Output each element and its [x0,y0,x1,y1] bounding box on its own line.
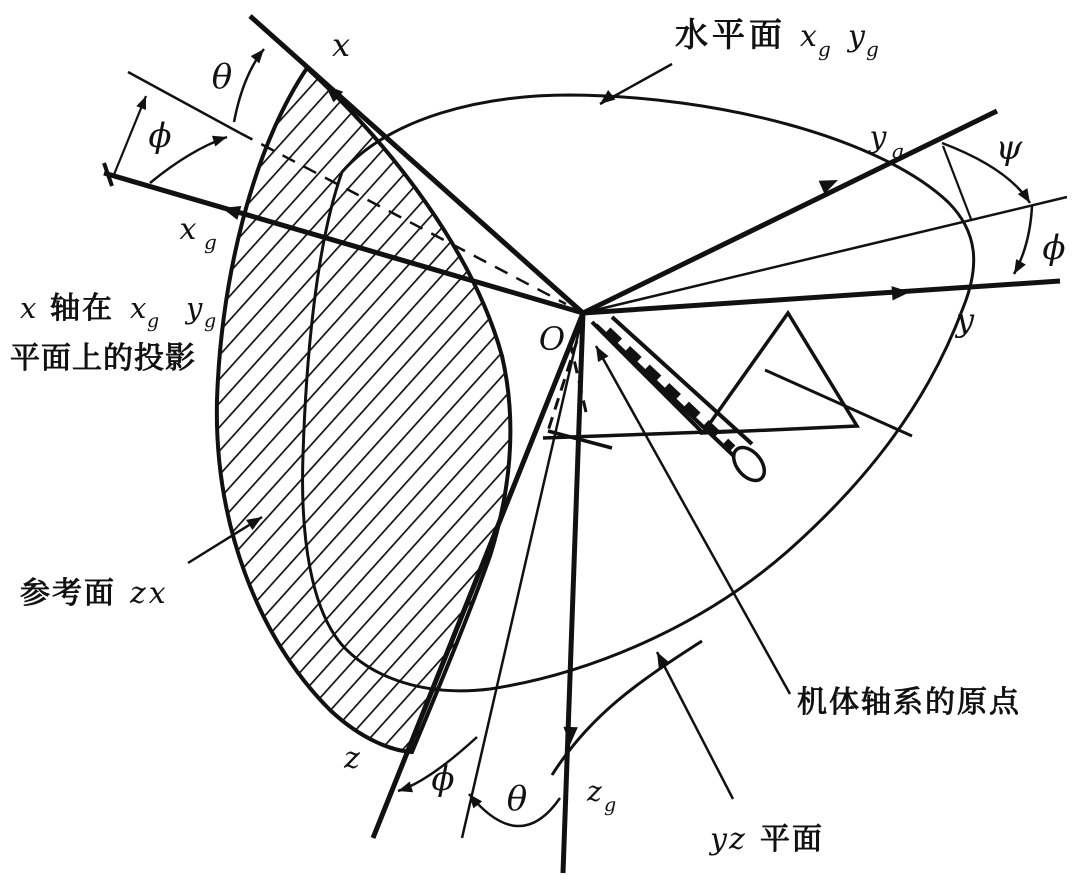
horizontal-plane-leader-arrowhead [596,90,615,109]
z-axis-label: z [344,741,360,776]
phi-right-label: ϕ [1042,228,1066,268]
xg-end-extension-arrow [113,96,146,177]
yz-plane-label-cn: 平面 [760,822,824,857]
horizontal-plane-label-cn: 水平面 [675,15,786,54]
body-origin-label: 机体轴系的原点 [797,685,1021,720]
xg-extension-arrowhead [136,94,151,110]
aircraft-silhouette [543,313,912,486]
body-origin-leader-arrowhead [591,343,609,362]
yg-axis-subscript: g [891,139,904,163]
zg-axis-subscript: g [604,794,617,816]
horizontal-plane-label-xg-sub: g [818,37,831,61]
horizontal-plane-label-x: x [800,19,817,54]
y-axis-arrowhead [892,285,911,301]
body-origin-leader [596,346,790,694]
horizontal-plane-label-y: y [848,19,865,54]
yz-plane-label-yz: yz [710,822,747,857]
y-axis-label: y [955,301,975,339]
phi-top-left-arrowhead [212,132,229,147]
psi-label: ψ [995,128,1023,168]
x-projection-label-x: x [20,291,37,325]
psi-bracket-line [943,146,971,219]
phi-right-arrowhead [1009,259,1026,277]
yz-plane-leader [657,652,733,799]
yg-axis-label: y [869,120,887,155]
x-projection-label-x2: x [130,291,147,325]
yz-plane-arc [552,641,702,775]
zg-axis-label: z [587,775,602,808]
fuselage-lower-edge [596,325,737,459]
yg-axis-line [583,111,997,313]
xg-axis-label: x [179,212,197,247]
x-projection-label-cn1: 轴在 [50,291,114,326]
x-projection-label-g1: g [147,310,160,332]
tail-cylinder-cap [728,442,771,487]
phi-bottom-arrowhead [396,782,413,797]
phi-bottom-label: ϕ [431,759,455,799]
phi-top-left-label: ϕ [148,116,172,156]
x-projection-label-y2: y [186,291,203,325]
theta-bottom-label: θ [506,779,528,819]
tail-fin-triangle [703,313,857,433]
zg-axis-line [563,313,583,873]
horizontal-plane-label-yg-sub: g [866,37,879,61]
theta-top-label: θ [211,57,233,97]
reference-plane-zx-lens [217,68,510,752]
fuselage-upper-edge [612,317,752,444]
fuselage-dashed-centerline [608,330,733,448]
x-axis-label: x [331,26,351,64]
reference-plane-label-cn: 参考面 [20,576,116,611]
xg-axis-arrowhead [220,201,241,220]
reference-plane-label-zx: zx [130,576,169,611]
x-projection-label-g2: g [204,310,217,332]
x-projection-label-cn2: 平面上的投影 [10,341,196,376]
theta-top-arrowhead [251,45,269,63]
xg-axis-subscript: g [204,230,217,254]
origin-label: O [538,320,566,358]
